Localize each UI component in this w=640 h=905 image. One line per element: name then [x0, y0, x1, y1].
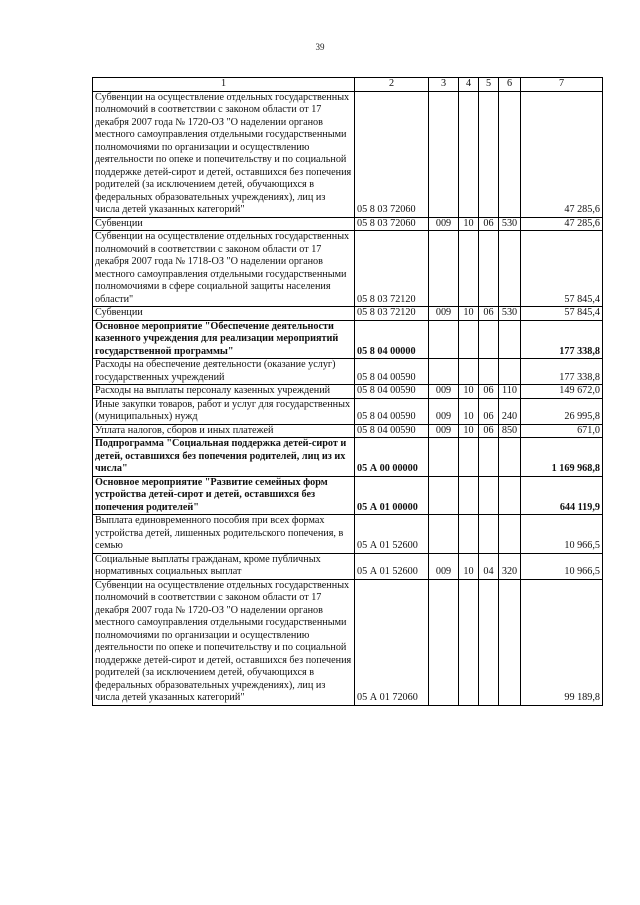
row-amount-cell: 177 338,8	[521, 359, 603, 385]
page-number: 39	[315, 42, 325, 52]
row-expense-type-cell	[499, 91, 521, 217]
row-name-cell: Субвенции	[93, 307, 355, 321]
row-subsection-cell: 04	[479, 553, 499, 579]
row-section-cell	[459, 91, 479, 217]
row-grbs-cell: 009	[429, 217, 459, 231]
row-grbs-cell: 009	[429, 553, 459, 579]
row-code-cell: 05 8 03 72060	[355, 217, 429, 231]
row-code-cell: 05 8 04 00000	[355, 320, 429, 359]
row-section-cell	[459, 320, 479, 359]
row-name-cell: Расходы на выплаты персоналу казенных учреждений	[93, 385, 355, 399]
table-row	[93, 231, 603, 307]
row-grbs-cell: 009	[429, 398, 459, 424]
row-subsection-cell	[479, 91, 499, 217]
row-section-cell: 10	[459, 424, 479, 438]
row-grbs-cell	[429, 359, 459, 385]
row-section-cell: 10	[459, 217, 479, 231]
row-section-cell	[459, 515, 479, 554]
table-header-row	[93, 78, 603, 92]
row-amount-cell: 47 285,6	[521, 217, 603, 231]
row-name-cell: Расходы на обеспечение деятельности (оказание услуг) государственных учреждений	[93, 359, 355, 385]
table-row	[93, 91, 603, 217]
column-header-name: 1	[93, 78, 355, 92]
column-header-grbs: 3	[429, 78, 459, 92]
row-expense-type-cell: 320	[499, 553, 521, 579]
table-row	[93, 579, 603, 705]
row-name-cell: Основное мероприятие "Развитие семейных форм устройства детей-сирот и детей, оставшихся без попечения родителей"	[93, 476, 355, 515]
row-amount-cell: 644 119,9	[521, 476, 603, 515]
row-code-cell: 05 8 03 72120	[355, 307, 429, 321]
column-header-subsection: 5	[479, 78, 499, 92]
row-name-cell: Выплата единовременного пособия при всех формах устройства детей, лишенных родительского попечения, в семью	[93, 515, 355, 554]
row-grbs-cell: 009	[429, 424, 459, 438]
row-subsection-cell: 06	[479, 424, 499, 438]
row-name-cell: Субвенции	[93, 217, 355, 231]
table-body	[93, 91, 603, 705]
row-subsection-cell: 06	[479, 217, 499, 231]
table-row	[93, 217, 603, 231]
row-expense-type-cell	[499, 579, 521, 705]
row-subsection-cell	[479, 579, 499, 705]
row-code-cell: 05 8 04 00590	[355, 398, 429, 424]
row-section-cell: 10	[459, 385, 479, 399]
row-amount-cell: 10 966,5	[521, 515, 603, 554]
row-expense-type-cell	[499, 359, 521, 385]
row-code-cell: 05 А 00 00000	[355, 438, 429, 477]
row-grbs-cell	[429, 515, 459, 554]
row-grbs-cell	[429, 476, 459, 515]
row-code-cell: 05 8 04 00590	[355, 359, 429, 385]
row-amount-cell: 99 189,8	[521, 579, 603, 705]
column-header-code: 2	[355, 78, 429, 92]
column-header-section: 4	[459, 78, 479, 92]
table-row	[93, 359, 603, 385]
row-name-cell: Субвенции на осуществление отдельных государственных полномочий в соответствии с законом области от 17 декабря 2007 года № 1718-ОЗ "О наделении органов местного самоуправления отдельными государственными полномочиями в сфере социальной защиты населения области"	[93, 231, 355, 307]
row-name-cell: Подпрограмма "Социальная поддержка детей-сирот и детей, оставшихся без попечения родителей, лиц из их числа"	[93, 438, 355, 477]
row-amount-cell: 26 995,8	[521, 398, 603, 424]
row-expense-type-cell	[499, 438, 521, 477]
row-amount-cell: 57 845,4	[521, 231, 603, 307]
row-subsection-cell: 06	[479, 385, 499, 399]
row-section-cell	[459, 579, 479, 705]
row-amount-cell: 10 966,5	[521, 553, 603, 579]
table-row	[93, 553, 603, 579]
row-code-cell: 05 8 04 00590	[355, 424, 429, 438]
row-subsection-cell	[479, 515, 499, 554]
row-amount-cell: 47 285,6	[521, 91, 603, 217]
row-grbs-cell: 009	[429, 307, 459, 321]
row-subsection-cell	[479, 359, 499, 385]
row-expense-type-cell: 110	[499, 385, 521, 399]
row-code-cell: 05 А 01 00000	[355, 476, 429, 515]
row-name-cell: Уплата налогов, сборов и иных платежей	[93, 424, 355, 438]
row-code-cell: 05 8 03 72120	[355, 231, 429, 307]
row-name-cell: Субвенции на осуществление отдельных государственных полномочий в соответствии с законом области от 17 декабря 2007 года № 1720-ОЗ "О наделении органов местного самоуправления отдельными государственными полномочиями по организации и осуществлению деятельности по опеке и попечительству и по социальной поддержке детей-сирот и детей, оставшихся без попечения родителей (за исключением детей, обучающихся в федеральных образовательных учреждениях), лиц из числа детей указанных категорий"	[93, 579, 355, 705]
row-expense-type-cell	[499, 515, 521, 554]
budget-table	[92, 77, 603, 706]
row-code-cell: 05 8 03 72060	[355, 91, 429, 217]
row-expense-type-cell: 240	[499, 398, 521, 424]
row-code-cell: 05 А 01 52600	[355, 553, 429, 579]
row-section-cell: 10	[459, 307, 479, 321]
row-subsection-cell	[479, 231, 499, 307]
table-row	[93, 398, 603, 424]
row-amount-cell: 671,0	[521, 424, 603, 438]
row-name-cell: Субвенции на осуществление отдельных государственных полномочий в соответствии с законом области от 17 декабря 2007 года № 1720-ОЗ "О наделении органов местного самоуправления отдельными государственными полномочиями по организации и осуществлению деятельности по опеке и попечительству и по социальной поддержке детей-сирот и детей, оставшихся без попечения родителей (за исключением детей, обучающихся в федеральных образовательных учреждениях), лиц из числа детей указанных категорий"	[93, 91, 355, 217]
table-row	[93, 385, 603, 399]
row-section-cell	[459, 359, 479, 385]
row-subsection-cell: 06	[479, 398, 499, 424]
row-grbs-cell	[429, 438, 459, 477]
row-grbs-cell: 009	[429, 385, 459, 399]
row-name-cell: Социальные выплаты гражданам, кроме публичных нормативных социальных выплат	[93, 553, 355, 579]
table-row	[93, 307, 603, 321]
row-subsection-cell	[479, 320, 499, 359]
table-row	[93, 438, 603, 477]
row-expense-type-cell: 850	[499, 424, 521, 438]
column-header-expense-type: 6	[499, 78, 521, 92]
row-amount-cell: 57 845,4	[521, 307, 603, 321]
row-section-cell	[459, 476, 479, 515]
table-row	[93, 515, 603, 554]
row-amount-cell: 1 169 968,8	[521, 438, 603, 477]
row-section-cell	[459, 438, 479, 477]
row-grbs-cell	[429, 579, 459, 705]
table-row	[93, 320, 603, 359]
table-row	[93, 424, 603, 438]
row-name-cell: Основное мероприятие "Обеспечение деятельности казенного учреждения для реализации мероприятий государственной программы"	[93, 320, 355, 359]
row-section-cell: 10	[459, 553, 479, 579]
row-code-cell: 05 8 04 00590	[355, 385, 429, 399]
row-amount-cell: 149 672,0	[521, 385, 603, 399]
row-subsection-cell	[479, 438, 499, 477]
column-header-amount: 7	[521, 78, 603, 92]
row-grbs-cell	[429, 320, 459, 359]
row-expense-type-cell: 530	[499, 217, 521, 231]
row-amount-cell: 177 338,8	[521, 320, 603, 359]
row-expense-type-cell	[499, 320, 521, 359]
row-subsection-cell	[479, 476, 499, 515]
row-section-cell: 10	[459, 398, 479, 424]
row-section-cell	[459, 231, 479, 307]
row-code-cell: 05 А 01 52600	[355, 515, 429, 554]
row-grbs-cell	[429, 231, 459, 307]
row-expense-type-cell	[499, 231, 521, 307]
row-expense-type-cell: 530	[499, 307, 521, 321]
row-name-cell: Иные закупки товаров, работ и услуг для государственных (муниципальных) нужд	[93, 398, 355, 424]
row-expense-type-cell	[499, 476, 521, 515]
row-code-cell: 05 А 01 72060	[355, 579, 429, 705]
row-subsection-cell: 06	[479, 307, 499, 321]
row-grbs-cell	[429, 91, 459, 217]
table-row	[93, 476, 603, 515]
